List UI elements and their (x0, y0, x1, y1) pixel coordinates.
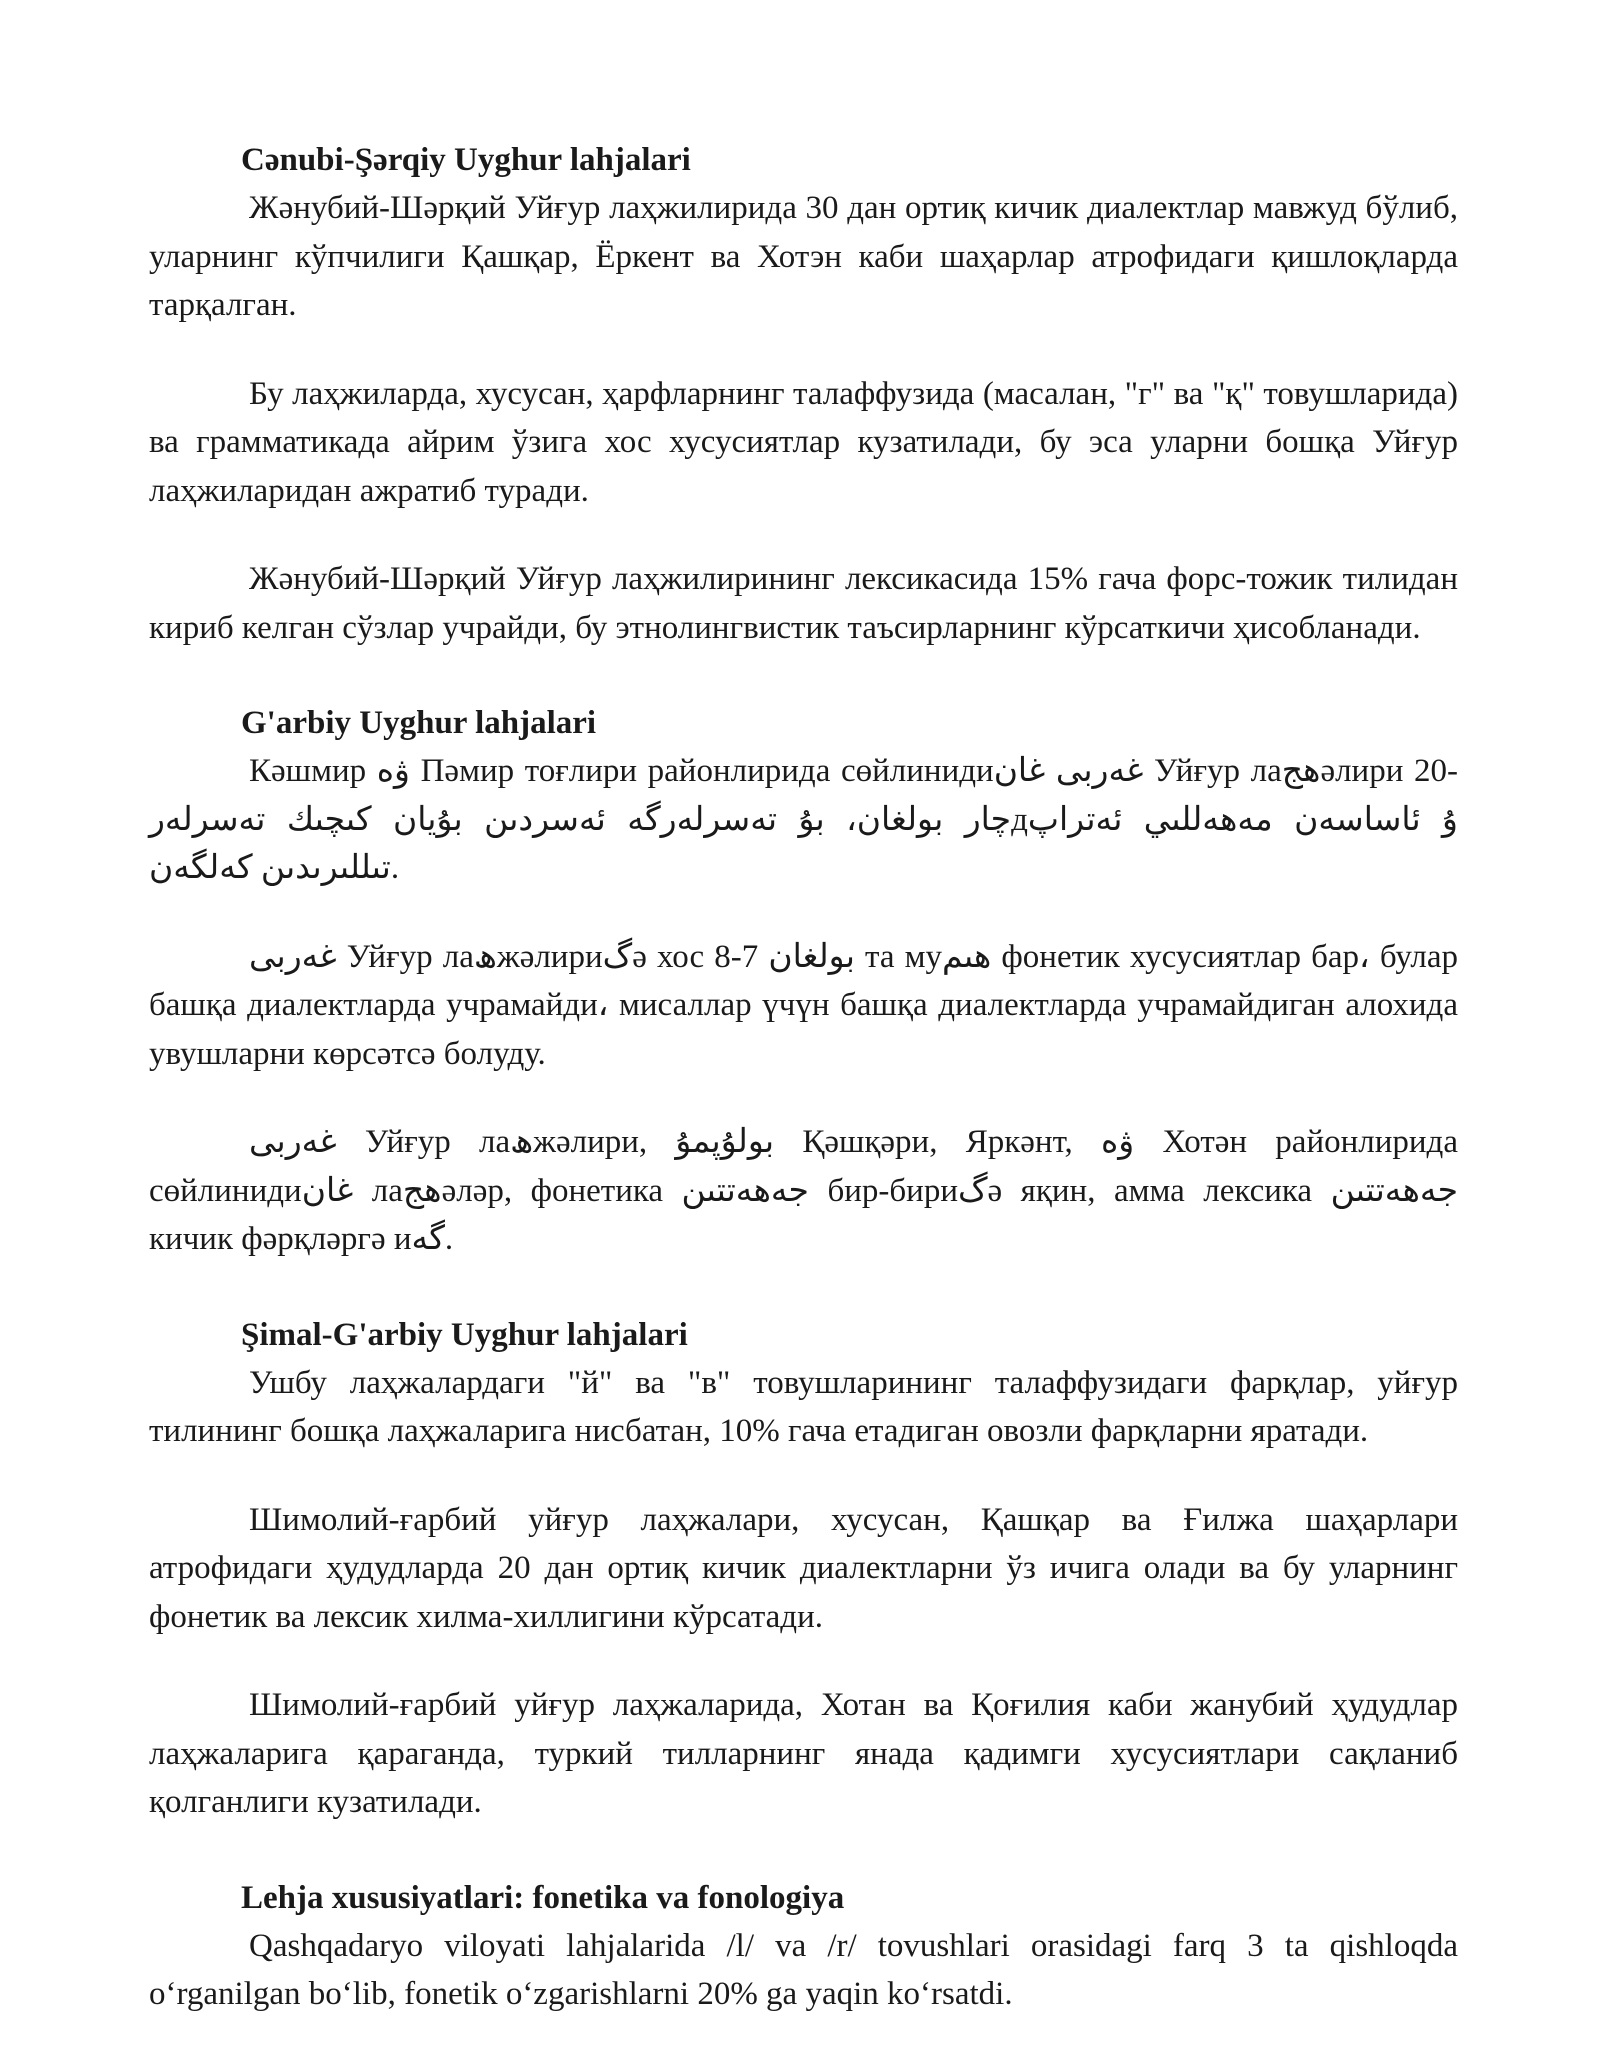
paragraph: Шимолий-ғарбий уйғур лаҳжаларида, Хотан ва Қоғилия каби жанубий ҳудудлар лаҳжаларига қараганда, туркий тилларнинг янада қадимги хусусиятлари сақланиб қолганлиги кузатилади. (149, 1687, 1458, 1820)
document-body (149, 136, 1458, 2019)
paragraph: Шимолий-ғарбий уйғур лаҳжалари, хусусан, Қашқар ва Ғилжа шаҳарлари атрофидаги ҳудудларда 20 дан ортиқ кичик диалектларни ўз ичига олади ва бу уларнинг фонетик ва лексик хилма-хиллигини кўрсатади. (149, 1501, 1458, 1635)
paragraph: Кәшмир ۋە Пәмир тоғлири районлирида сөйлинидиغەربى غان Уйғур лаھجәлири 20- چار بولغان، بۇ تەسرلەرگە ئەسردىن بۇيان كىچىك تەسرلەرдۇ ئاساسەن مەھەللىي ئەتراپ تىللىرىدىن كەلگەن. (149, 753, 1458, 886)
paragraph: Жәнубий-Шәрқий Уйғур лаҳжилирининг лексикасида 15% гача форс-тожик тилидан кириб келган сўзлар учрайди, бу этнолингвистик таъсирларнинг кўрсаткичи ҳисобланади. (149, 561, 1458, 646)
paragraph: غەربى Уйғур лаھжәлириگә хос 8-7 بولغان та муھىم фонетик хусусиятлар бар، булар башқа диалектларда учрамайди، мисаллар үчүн башқа диалектларда учрамайдиган алохида увушларни көрсәтсә болуду. (149, 938, 1459, 1072)
section-heading: Şimal-G'arbiy Uyghur lahjalari (241, 1316, 688, 1353)
paragraph: Qashqadaryo viloyati lahjalarida /l/ va /r/ tovushlari orasidagi farq 3 ta qishloqda oʻrganilgan boʻlib, fonetik oʻzgarishlarni 20% ga yaqin koʻrsatdi. (149, 1927, 1458, 2012)
section-heading: Lehja xususiyatlari: fonetika va fonologiya (241, 1879, 845, 1916)
paragraph: Бу лаҳжиларда, хусусан, ҳарфларнинг талаффузида (масалан, "г" ва "қ" товушларида) ва грамматикада айрим ўзига хос хусусиятлар кузатилади, бу эса уларни бошқа Уйғур лаҳжиларидан ажратиб туради. (149, 375, 1458, 509)
section-heading: G'arbiy Uyghur lahjalari (241, 705, 597, 741)
paragraph: Ушбу лаҳжалардаги "й" ва "в" товушларининг талаффузидаги фарқлар, уйғур тилининг бошқа лаҳжаларига нисбатан, 10% гача етадиган овозли фарқларни яратади. (149, 1364, 1458, 1449)
section-heading: Cənubi-Şərqiy Uyghur lahjalari (241, 142, 691, 178)
paragraph: Жәнубий-Шәрқий Уйғур лаҳжилирида 30 дан ортиқ кичик диалектлар мавжуд бўлиб, уларнинг кўпчилиги Қашқар, Ёркент ва Хотэн каби шаҳарлар атрофидаги қишлоқларда тарқалган. (149, 190, 1458, 323)
paragraph: غەربى Уйғур лаھжәлири, بولۇپمۇ Қәшқәри, Яркәнт, ۋە Хотән районлирида сөйлинидиغان лаھجәләр, фонетика جەھەتتىن бир-бириگә яқин, амма лексика جەھەتتىن кичик фәрқләргә иگە. (149, 1124, 1458, 1257)
